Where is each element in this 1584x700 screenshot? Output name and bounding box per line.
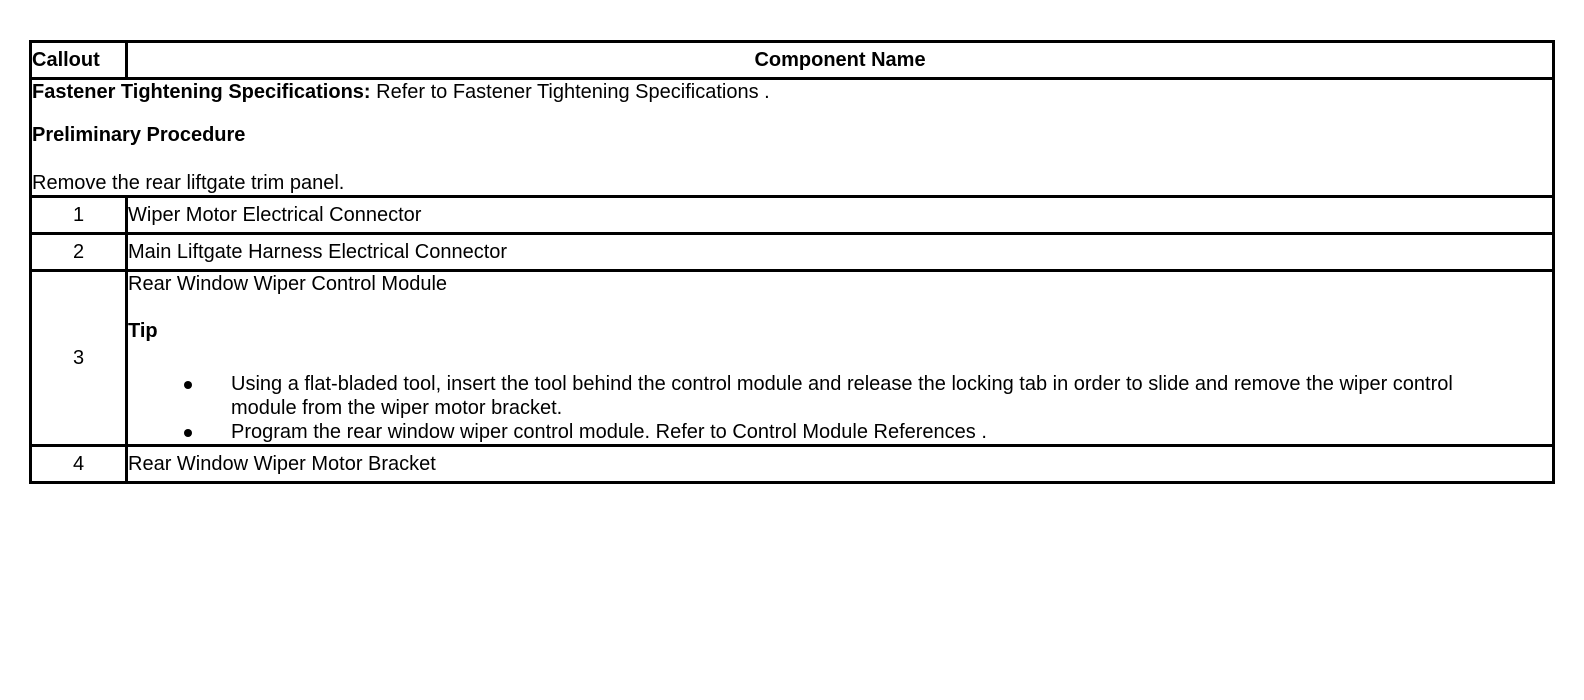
- bullet-icon: [184, 429, 192, 437]
- fastener-spec-label: Fastener Tightening Specifications:: [32, 81, 371, 103]
- intro-row: [31, 79, 1554, 197]
- component-name-cell: [127, 271, 1554, 446]
- callout-cell: 2: [31, 234, 127, 271]
- fastener-spec-line: [32, 80, 1552, 104]
- intro-cell: [31, 79, 1554, 197]
- component-name-cell: Main Liftgate Harness Electrical Connector: [127, 234, 1554, 271]
- table-row: [31, 234, 1554, 271]
- tip-label: Tip: [128, 320, 158, 342]
- table-row: [31, 446, 1554, 483]
- component-name-cell: Wiper Motor Electrical Connector: [127, 197, 1554, 234]
- tip-item: [231, 420, 1552, 444]
- header-row: [31, 42, 1554, 79]
- fastener-spec-text: Refer to Fastener Tightening Specifications .: [370, 81, 770, 103]
- tip-item-text: Program the rear window wiper control module. Refer to Control Module References .: [231, 421, 987, 443]
- table-row: [31, 271, 1554, 446]
- preliminary-procedure-heading: Preliminary Procedure: [32, 124, 246, 146]
- tip-item: [231, 372, 1552, 420]
- bullet-icon: [184, 381, 192, 389]
- component-name: Rear Window Wiper Control Module: [128, 273, 448, 295]
- callout-cell: 4: [31, 446, 127, 483]
- callout-cell: 3: [31, 271, 127, 446]
- component-name-cell: Rear Window Wiper Motor Bracket: [127, 446, 1554, 483]
- tip-item-text: Using a flat-bladed tool, insert the tool behind the control module and release the locking tab in order to slide and remove the wiper control module from the wiper motor bracket.: [231, 373, 1453, 419]
- preliminary-procedure-text: Remove the rear liftgate trim panel.: [32, 172, 345, 194]
- table-row: [31, 197, 1554, 234]
- component-name-column-header: Component Name: [127, 42, 1554, 79]
- component-table: [29, 40, 1555, 484]
- callout-column-header: Callout: [31, 42, 127, 79]
- callout-cell: 1: [31, 197, 127, 234]
- tip-list: [128, 372, 1552, 444]
